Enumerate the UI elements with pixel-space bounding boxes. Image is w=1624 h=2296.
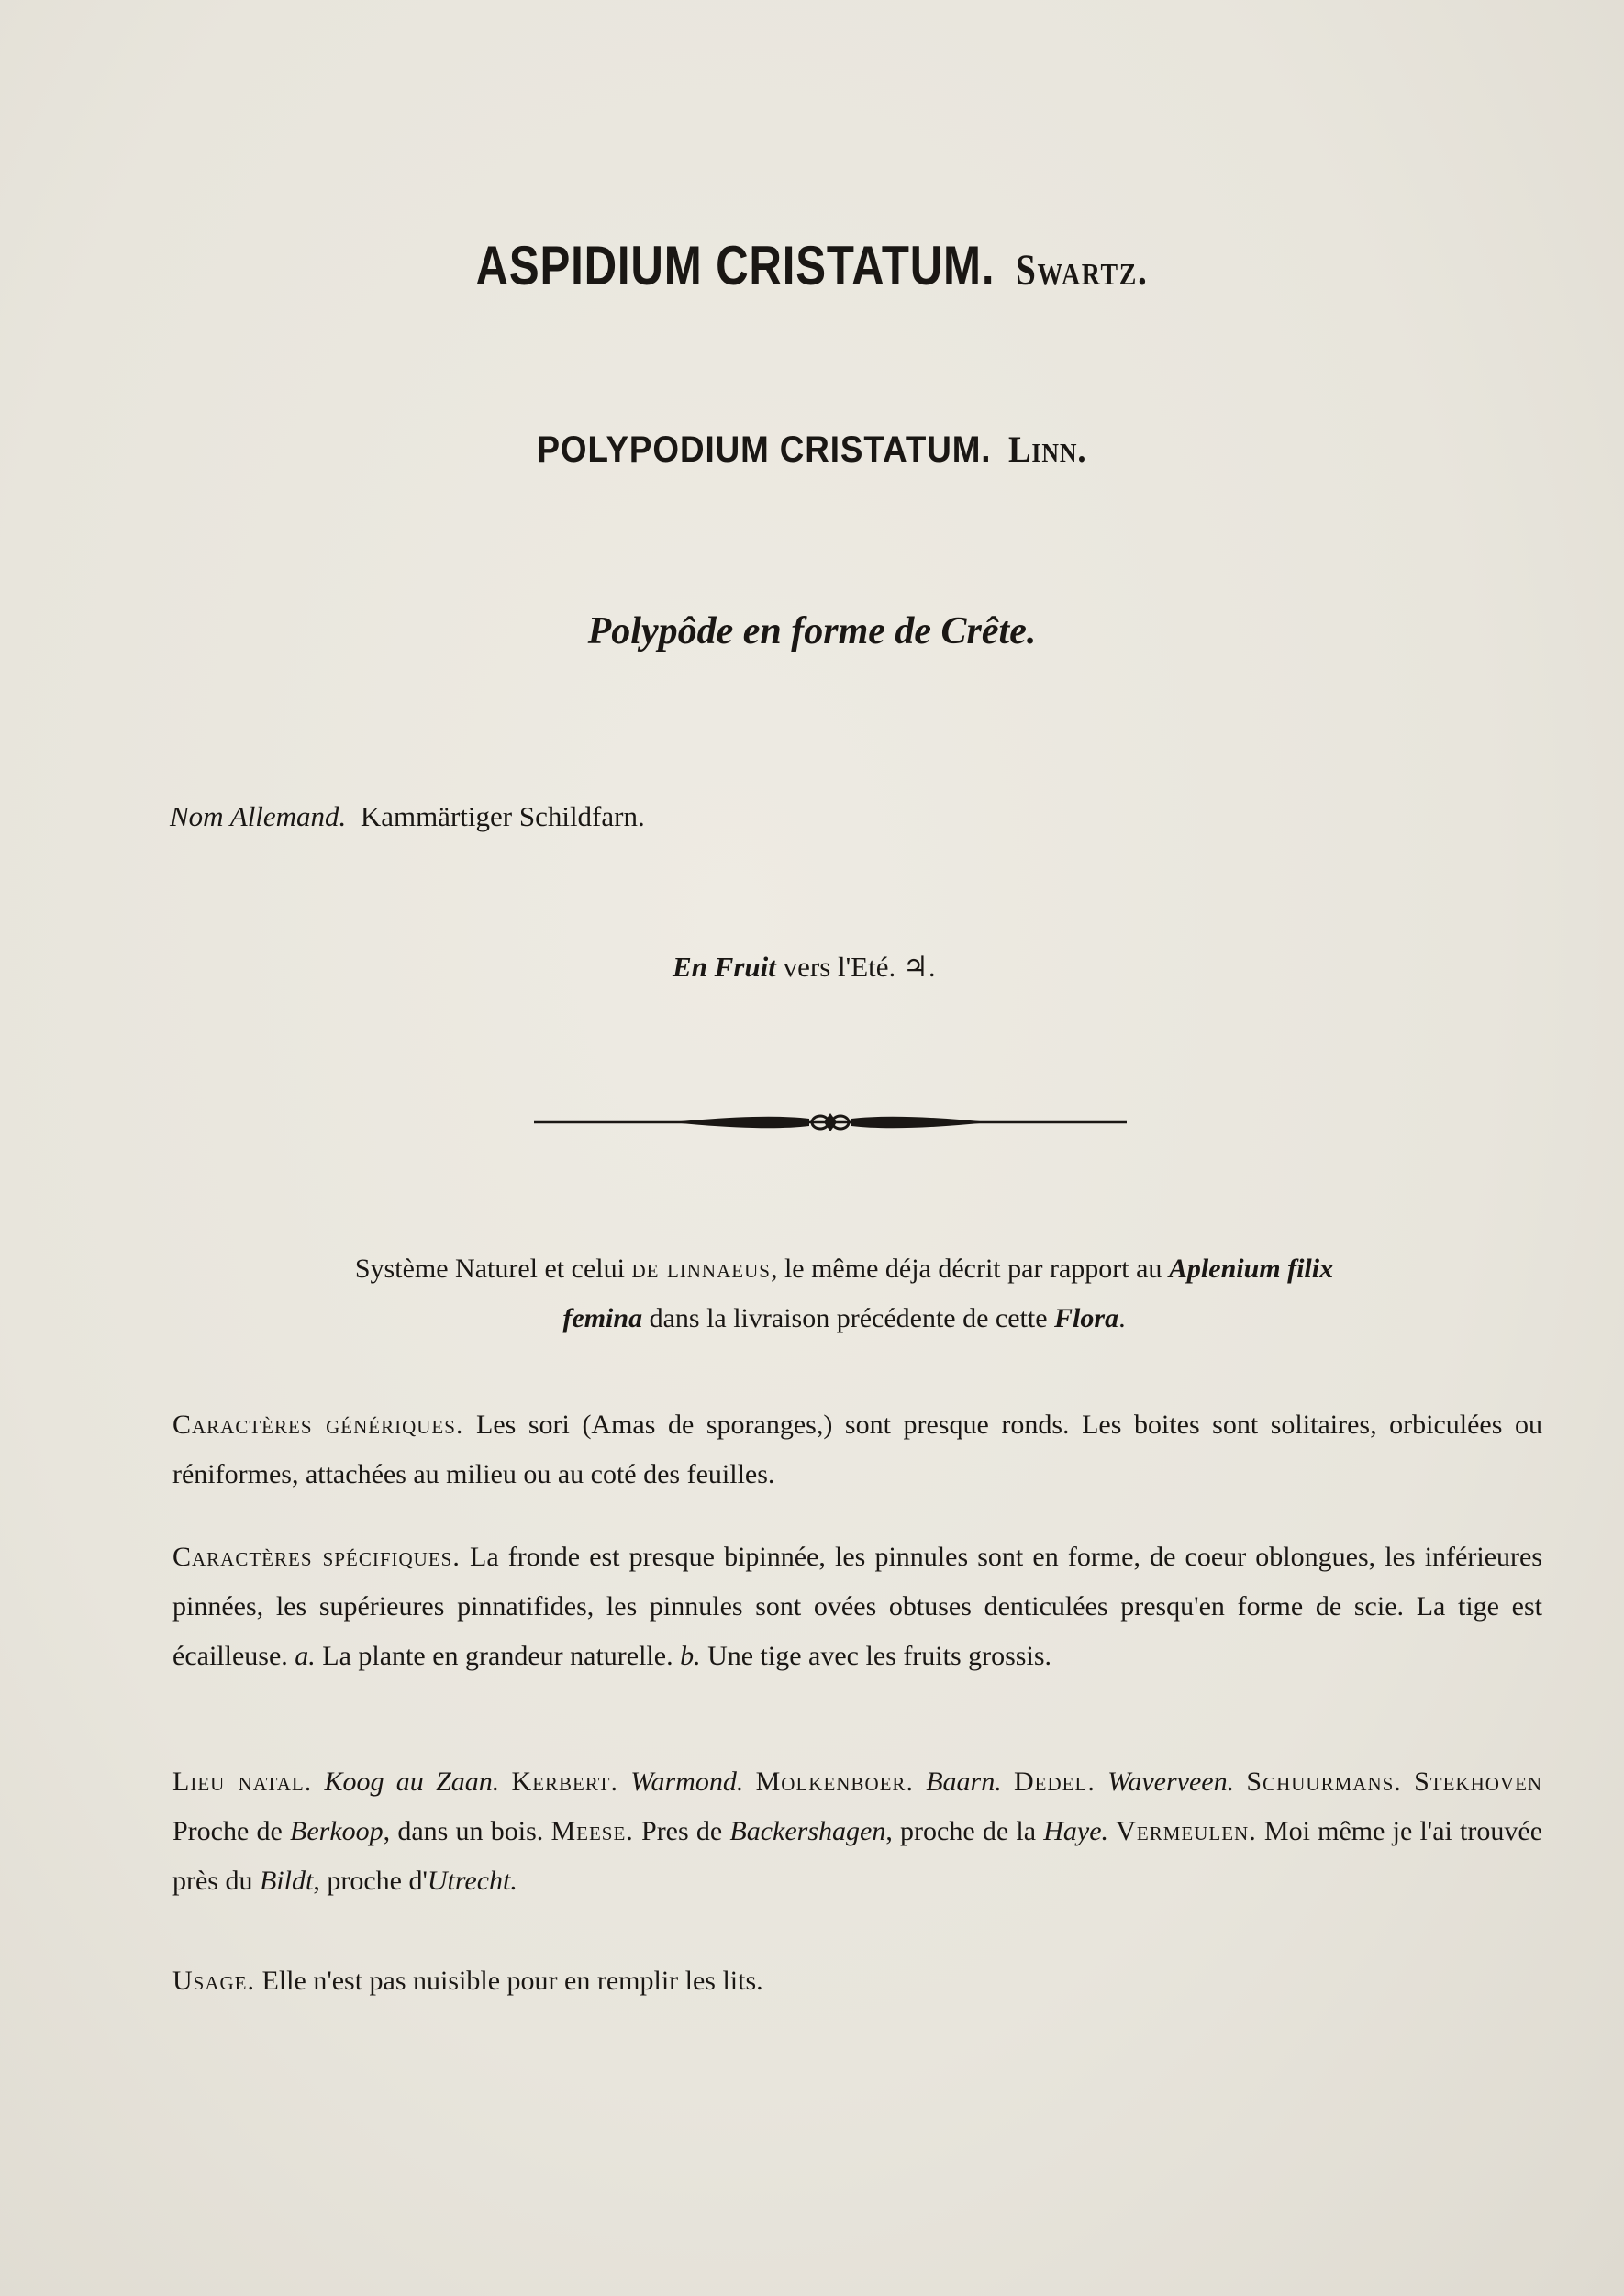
habitat-location: Warmond. bbox=[630, 1767, 744, 1797]
specific-figure-a: a. bbox=[295, 1641, 316, 1671]
specific-text-2: La plante en grandeur naturelle. bbox=[315, 1641, 681, 1671]
specific-text-1: La fronde est presque bipinnée, les pinnules sont en forme, de coeur oblongues, les inférieures pinnées, les supérieures pinnatifides, les pinnules sont ovées obtuses denticulées presqu'en forme de scie. La tige est écailleuse. bbox=[172, 1542, 1542, 1671]
synonym-author: Linn. bbox=[1007, 429, 1087, 470]
habitat-collector: Meese. bbox=[551, 1816, 634, 1846]
habitat-collector: Molkenboer. bbox=[755, 1767, 914, 1797]
generic-heading: Caractères génériques. bbox=[172, 1410, 464, 1440]
specific-heading: Caractères spécifiques. bbox=[172, 1542, 461, 1572]
ornament-divider bbox=[534, 1106, 1127, 1139]
intro-text-2: , le même déja décrit par rapport au bbox=[770, 1254, 1169, 1284]
usage-paragraph bbox=[172, 1956, 1542, 2006]
species-author: Swartz. bbox=[1016, 246, 1149, 295]
intro-flora: Flora bbox=[1054, 1303, 1119, 1333]
usage-text: Elle n'est pas nuisible pour en remplir les lits. bbox=[255, 1966, 763, 1996]
habitat-collector: Stekhoven bbox=[1414, 1767, 1543, 1797]
specific-text-3: Une tige avec les fruits grossis. bbox=[700, 1641, 1051, 1671]
fruiting-value: vers l'Eté. ♃. bbox=[783, 951, 936, 983]
species-name: ASPIDIUM CRISTATUM. bbox=[475, 235, 996, 296]
habitat-heading: Lieu natal. bbox=[172, 1767, 313, 1797]
synonym-title bbox=[65, 428, 1559, 471]
usage-heading: Usage. bbox=[172, 1966, 256, 1996]
habitat-location: Waverveen. bbox=[1107, 1767, 1235, 1797]
german-name-value: Kammärtiger Schildfarn. bbox=[360, 800, 645, 832]
habitat-location: Haye. bbox=[1043, 1816, 1109, 1846]
habitat-text: , proche de la bbox=[885, 1816, 1044, 1846]
habitat-text: , proche d' bbox=[313, 1866, 428, 1896]
common-name: Polypôde en forme de Crête. bbox=[587, 610, 1037, 652]
species-title bbox=[146, 234, 1477, 297]
generic-text: Les sori (Amas de sporanges,) sont presque ronds. Les boites sont solitaires, orbiculées ou réniformes, attachées au milieu ou au coté des feuilles. bbox=[172, 1410, 1542, 1489]
habitat-location: Bildt bbox=[259, 1866, 314, 1896]
habitat-paragraph bbox=[172, 1757, 1542, 1906]
synonym-name: POLYPODIUM CRISTATUM. bbox=[537, 429, 992, 470]
generic-characters-paragraph bbox=[172, 1400, 1542, 1499]
habitat-text: , dans un bois. bbox=[383, 1816, 551, 1846]
specific-characters-paragraph bbox=[172, 1533, 1542, 1681]
habitat-location: Koog au Zaan. bbox=[324, 1767, 500, 1797]
habitat-text: Proche de bbox=[172, 1816, 291, 1846]
habitat-collector: Dedel. bbox=[1014, 1767, 1096, 1797]
fruiting-label: En Fruit bbox=[673, 951, 776, 983]
fruiting-line bbox=[673, 951, 936, 984]
german-name-line bbox=[170, 800, 645, 833]
habitat-location: Berkoop bbox=[290, 1816, 384, 1846]
intro-paragraph bbox=[165, 1244, 1523, 1343]
intro-species-2: femina bbox=[562, 1303, 643, 1333]
specific-figure-b: b. bbox=[680, 1641, 701, 1671]
habitat-collector: Vermeulen. bbox=[1116, 1816, 1257, 1846]
intro-text-1: Système Naturel et celui bbox=[354, 1254, 632, 1284]
german-name-label: Nom Allemand. bbox=[170, 800, 347, 832]
habitat-text: Pres de bbox=[633, 1816, 730, 1846]
intro-species-1: Aplenium filix bbox=[1168, 1254, 1334, 1284]
habitat-text: Moi même je l'ai trouvée près du bbox=[172, 1816, 1543, 1896]
habitat-location: Baarn. bbox=[926, 1767, 1002, 1797]
intro-text-4: . bbox=[1118, 1303, 1126, 1333]
habitat-collector: Kerbert. bbox=[511, 1767, 618, 1797]
habitat-collector: Schuurmans. bbox=[1246, 1767, 1402, 1797]
habitat-location: Backershagen bbox=[729, 1816, 886, 1846]
intro-linnaeus: de linnaeus bbox=[631, 1254, 771, 1284]
habitat-location: Utrecht. bbox=[427, 1866, 517, 1896]
intro-text-3: dans la livraison précédente de cette bbox=[642, 1303, 1055, 1333]
